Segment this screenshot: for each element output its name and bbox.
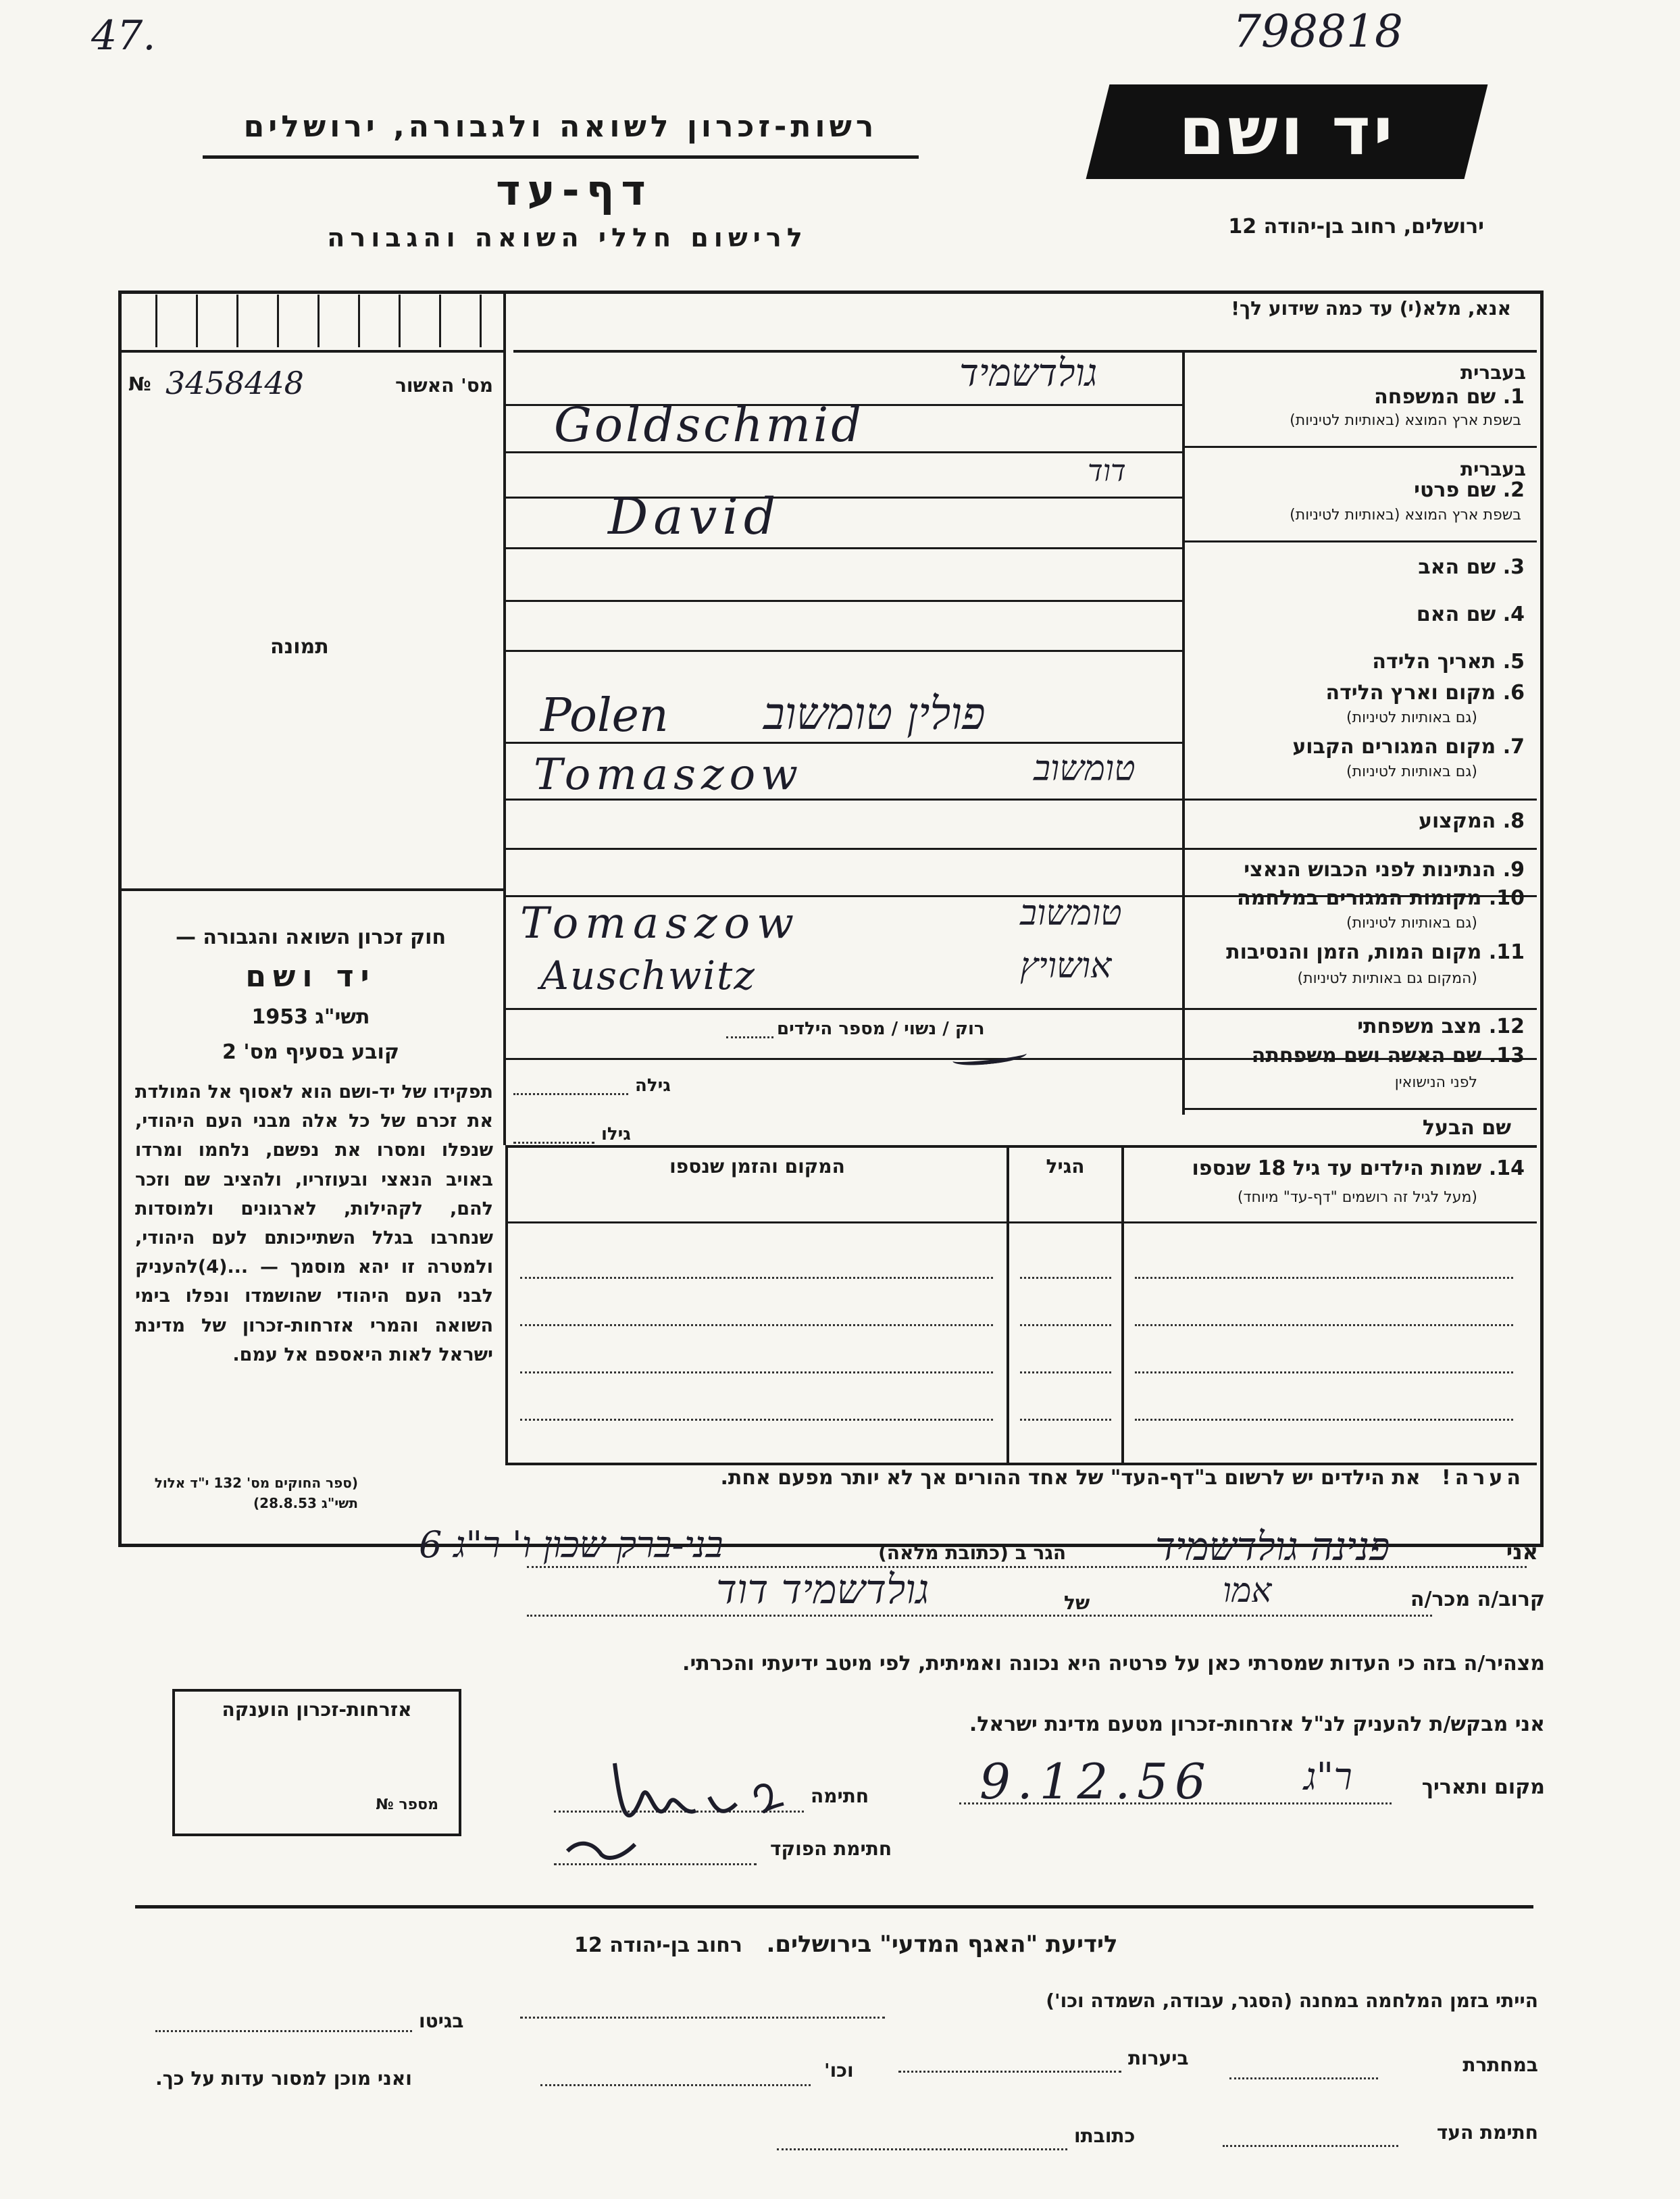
declaration-address-label: הגר ב (כתובת מלאה) <box>878 1542 1067 1564</box>
header-address: ירושלים, רחוב בן-יהודה 12 <box>1228 215 1484 238</box>
info-line2-testify: ואני מוכן למסור עדות על כך. <box>155 2067 412 2090</box>
firstname-hebrew-value: דוד <box>1088 454 1126 488</box>
husband-age-label: גילו <box>601 1124 631 1144</box>
note-text: את הילדים יש לרשום ב"דף-העד" של אחד ההורים אך לא יותר מפעם אחת. <box>720 1466 1421 1490</box>
declaration-request: אני מבקש/ת להעניק לנ"ל אזרחות-זכרון מטעם מדינת ישראל. <box>969 1713 1545 1736</box>
hebrew-label-2: בעברית <box>1460 458 1526 480</box>
death-place-value: Auschwitz <box>540 953 756 999</box>
wartime-residence-value: Tomaszow <box>520 899 800 949</box>
info-line3-signature: חתימת העד <box>1436 2121 1538 2144</box>
field-label-death: 11. מקום המות, הזמן והנסיבות <box>1226 940 1525 964</box>
signature-label: חתימה <box>811 1785 869 1807</box>
form-subtitle: לרישום חללי השואה והגבורה <box>327 223 808 253</box>
signature-image <box>554 1736 797 1871</box>
info-line2-forests: ביערות <box>1128 2047 1189 2069</box>
citizenship-box <box>172 1689 461 1836</box>
info-address: רחוב בן-יהודה 12 <box>574 1933 742 1957</box>
citizenship-number: מספר № <box>376 1796 438 1813</box>
form-title: דף-עד <box>496 166 653 215</box>
field-label-father: 3. שם האב <box>1418 555 1525 579</box>
field-label-firstname: 2. שם פרטי <box>1414 478 1525 502</box>
date-value: 9.12.56 <box>979 1753 1213 1810</box>
form-intro: אנא, מלא(י) עד כמה שידוע לך! <box>1231 297 1511 320</box>
surname-hebrew-value: גולדשמיד <box>959 351 1098 395</box>
field-sub-death: (המקום גם באותיות לטיניות) <box>1297 970 1477 987</box>
info-line3-address: כתובתו <box>1074 2125 1136 2147</box>
field-label-wartime-residence: 10. מקומות המגורים במלחמה <box>1237 886 1525 910</box>
birthplace-value: Polen <box>540 689 669 742</box>
yad-vashem-logo <box>1086 84 1488 179</box>
place-date-label: מקום ותאריך <box>1421 1775 1545 1799</box>
children-note <box>511 1466 1525 1490</box>
info-line1-ghetto: בגיטו <box>419 2010 464 2032</box>
approval-prefix: № <box>128 373 151 395</box>
authority-title: רשות-זכרון לשואה ולגבורה, ירושלים <box>243 109 878 144</box>
info-line1-camp: הייתי בזמן המלחמה במחנה (הסגר, עבודה, השמדה וכו') <box>1046 1990 1538 2012</box>
of-value: גולדשמיד דוד <box>716 1566 930 1613</box>
field-label-birthplace: 6. מקום וארץ הלידה <box>1325 681 1525 705</box>
firstname-latin-value: David <box>608 488 782 546</box>
death-place-hebrew-value: אושויץ <box>1020 946 1112 986</box>
info-line2-etc: וכו' <box>824 2059 854 2081</box>
law-body: תפקידו של יד-ושם הוא לאסוף אל המולדת את זכרם של כל אלה מבני העם היהודי, שנפלו ומסרו את נפשם, נלחמו ומרדו באויב הנאצי ובעוזריו, ולהציב שם וזכר להם, לקהילות, לארגונים ולמוסדות שנחרבו בגלל השתייכותם לעם היהודי, ולמטרה זו יהא מוסמך — ...(4)להעניק לבני העם היהודי שהושמדו ונפלו בימי השואה והמרי אזרחות-זכרון של מדינת ישראל לאות היאספם אל עמם. <box>135 1082 493 1365</box>
place-value: ר"ג <box>1304 1755 1352 1799</box>
field-label-profession: 8. המקצוע <box>1418 809 1525 833</box>
declaration-statement: מצהיר/ה בזה כי העדות שמסרתי כאן על פרטיה היא נכונה ואמיתית, לפי מיטב ידיעתי והכרתי. <box>682 1652 1545 1675</box>
law-title: חוק זכרון השואה והגבורה — <box>175 926 447 949</box>
field-label-birthdate: 5. תאריך הלידה <box>1372 650 1525 674</box>
children-label: 14. שמות הילדים עד גיל 18 שנספו <box>1192 1157 1525 1180</box>
officer-signature-label: חתימת הפוקד <box>770 1838 892 1860</box>
children-col-place: המקום והזמן שנספו <box>669 1155 845 1178</box>
residence-value: Tomaszow <box>534 750 803 800</box>
law-year: תשי"ג 1953 <box>251 1005 370 1029</box>
relative-value: אמו <box>1223 1571 1272 1610</box>
declaration-i-am: אני <box>1506 1539 1538 1565</box>
children-sub: (מעל לגיל זה רושמים "דף-עד" מיוחד) <box>1237 1189 1477 1206</box>
note-label: הערה! <box>1442 1466 1525 1490</box>
birthplace-hebrew-value: פולין טומשוב <box>763 688 986 740</box>
citizenship-title: אזרחות-זכרון הוענקה <box>222 1698 412 1721</box>
children-col-age: הגיל <box>1046 1155 1085 1178</box>
field-label-surname: 1. שם המשפחה <box>1374 385 1525 409</box>
field-label-residence: 7. מקום המגורים הקבוע <box>1292 735 1525 759</box>
approval-value: 3458448 <box>166 365 304 401</box>
of-label: של <box>1064 1592 1090 1614</box>
law-source: (ספר החוקים מס' 132 י"ד אלול תשי"ג 28.8.53) <box>154 1475 358 1511</box>
residence-hebrew-value: טומשוב <box>1034 749 1136 789</box>
hebrew-label-1: בעברית <box>1460 361 1526 384</box>
approval-label: מס' האשור <box>395 374 493 397</box>
wife-age-label: גילה <box>635 1076 671 1096</box>
field-label-marital: 12. מצב משפחתי <box>1357 1015 1525 1038</box>
tick-boxes <box>122 295 503 349</box>
declarant-address: בני-ברק שכון ו' ר"ג 6 <box>419 1523 723 1566</box>
approval-number <box>125 365 500 412</box>
relative-label: קרוב/ה מכר/ה <box>1410 1588 1545 1611</box>
field-label-husband: שם הבעל <box>1422 1116 1511 1140</box>
field-label-wife: 13. שם האשה ושם משפחתה <box>1251 1044 1525 1067</box>
info-title-text: לידיעת "האגף המדעי" בירושלים. <box>766 1931 1118 1958</box>
law-name: יד ושם <box>245 959 376 994</box>
logo-text: יד ושם <box>1178 93 1396 170</box>
field-sub-wartime-residence: (גם באותיות לטיניות) <box>1346 915 1477 932</box>
field-sub-surname: בשפת ארץ המוצא (באותיות לטיניות) <box>1290 412 1521 429</box>
declarant-name: פנינה גולדשמיד <box>1155 1523 1390 1569</box>
info-line2-underground: במחתרת <box>1462 2054 1538 2076</box>
wartime-residence-hebrew-value: טומשוב <box>1020 893 1122 934</box>
photo-label: תמונה <box>270 635 329 659</box>
marital-options: רוק / נשוי / מספר הילדים <box>777 1019 985 1039</box>
field-sub-wife: לפני הנישואין <box>1394 1074 1477 1091</box>
surname-latin-value: Goldschmid <box>554 397 865 453</box>
archive-number-left: 47. <box>91 12 156 59</box>
field-sub-firstname: בשפת ארץ המוצא (באותיות לטיניות) <box>1290 507 1521 524</box>
info-title <box>574 1931 1118 1958</box>
field-sub-birthplace: (גם באותיות לטיניות) <box>1346 709 1477 726</box>
field-sub-residence: (גם באותיות לטיניות) <box>1346 763 1477 780</box>
field-label-citizenship: 9. הנתינות לפני הכבוש הנאצי <box>1244 858 1525 882</box>
field-label-mother: 4. שם האם <box>1416 603 1525 626</box>
law-clause: קובע בסעיף מס' 2 <box>222 1040 399 1064</box>
archive-number-right: 798818 <box>1233 5 1403 57</box>
